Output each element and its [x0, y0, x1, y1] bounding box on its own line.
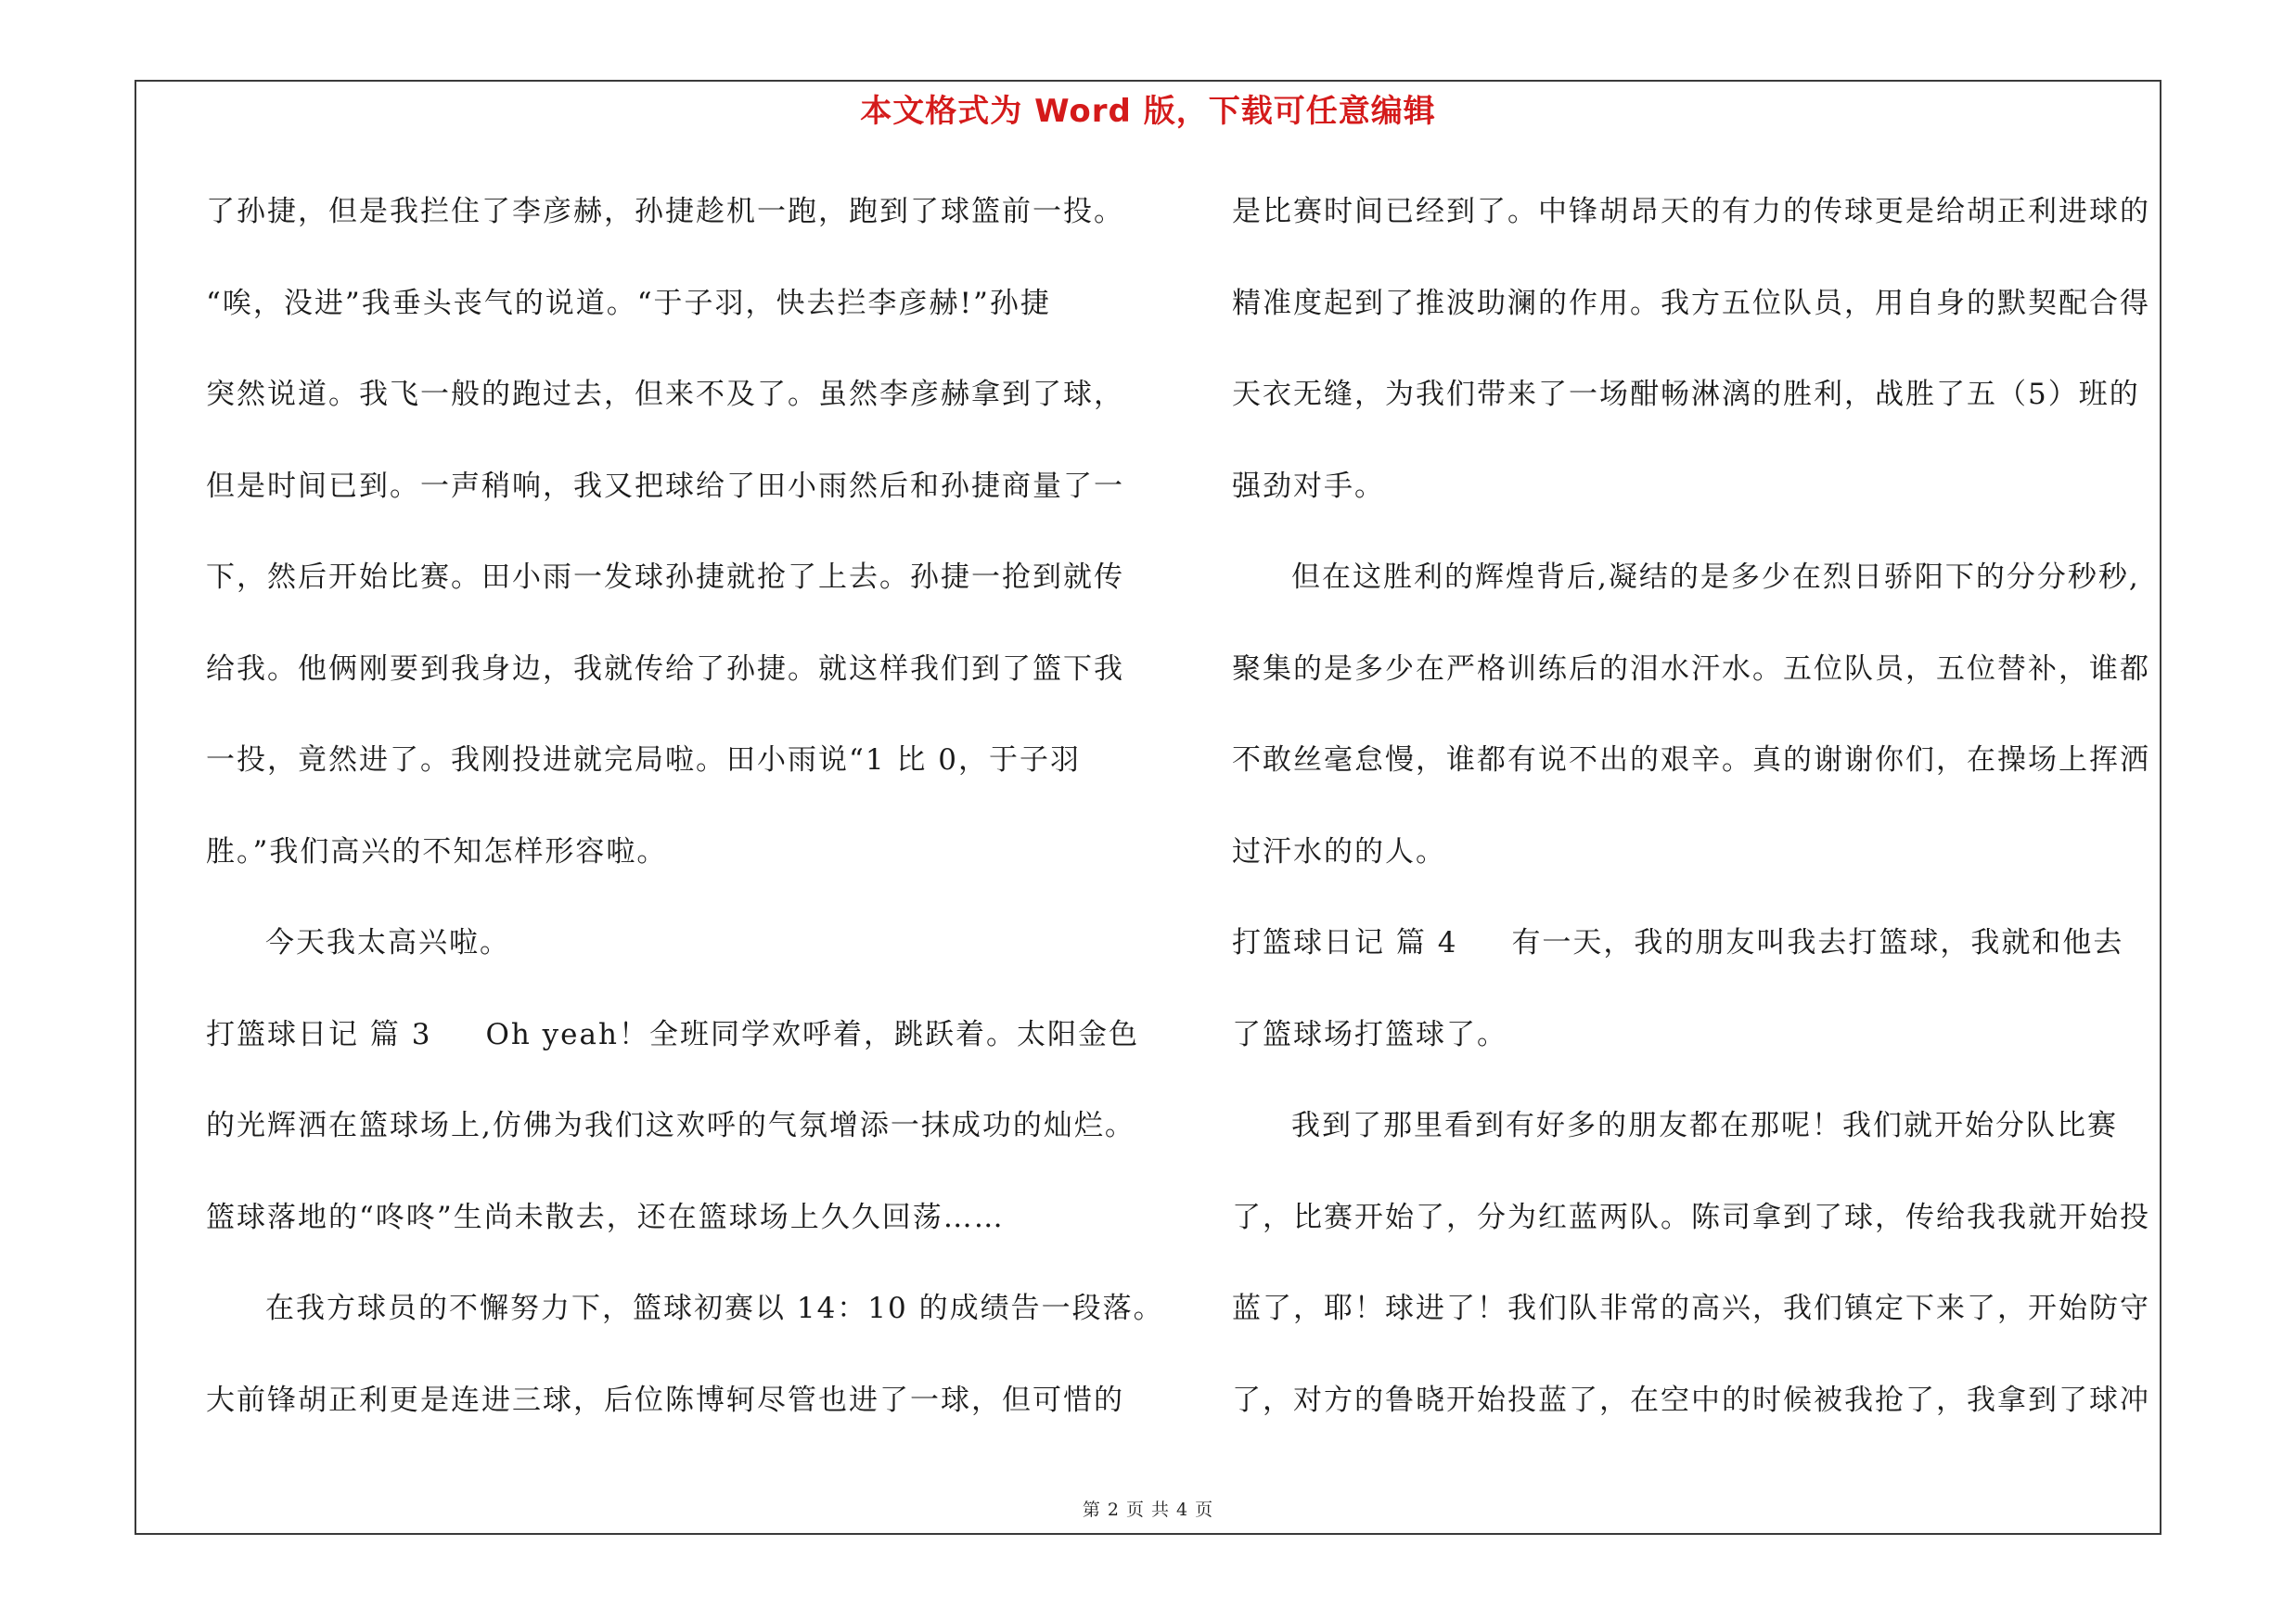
section-opening-text: Oh yeah！全班同学欢呼着，跳跃着。太阳金色: [485, 1017, 1139, 1051]
text-line: 篮球落地的“咚咚”生尚未散去，还在篮球场上久久回荡……: [206, 1200, 1005, 1234]
text-line: 不敢丝毫怠慢，谁都有说不出的艰辛。真的谢谢你们，在操场上挥洒: [1232, 743, 2150, 777]
text-line: 是比赛时间已经到了。中锋胡昂天的有力的传球更是给胡正利进球的: [1232, 195, 2150, 228]
text-line: 聚集的是多少在严格训练后的泪水汗水。五位队员，五位替补，谁都: [1232, 651, 2150, 686]
text-line: 突然说道。我飞一般的跑过去，但来不及了。虽然李彦赫拿到了球，: [206, 378, 1124, 411]
text-line: 强劲对手。: [1232, 469, 1385, 503]
text-line: 了，对方的鲁晓开始投蓝了，在空中的时候被我抢了，我拿到了球冲: [1232, 1383, 2150, 1417]
text-line: 天衣无缝，为我们带来了一场酣畅淋漓的胜利，战胜了五（5）班的: [1232, 378, 2140, 411]
text-line: “唉，没进”我垂头丧气的说道。“于子羽，快去拦李彦赫!”孙捷: [206, 286, 1051, 320]
text-line: 一投，竟然进了。我刚投进就完局啦。田小雨说“1 比 0，于子羽: [206, 743, 1081, 777]
text-line: 大前锋胡正利更是连进三球，后位陈博轲尽管也进了一球，但可惜的: [206, 1383, 1124, 1417]
text-line: 在我方球员的不懈努力下，篮球初赛以 14：10 的成绩告一段落。: [265, 1292, 1164, 1325]
page-number-footer: 第 2 页 共 4 页: [1082, 1500, 1214, 1520]
text-line: 今天我太高兴啦。: [265, 926, 510, 960]
header-banner: 本文格式为 Word 版，下载可任意编辑: [860, 93, 1436, 130]
text-line: 精准度起到了推波助澜的作用。我方五位队员，用自身的默契配合得: [1232, 286, 2150, 320]
text-line: 我到了那里看到有好多的朋友都在那呢！我们就开始分队比赛: [1291, 1109, 2118, 1142]
text-line: 但在这胜利的辉煌背后,凝结的是多少在烈日骄阳下的分分秒秒,: [1291, 560, 2140, 594]
text-line: 的光辉洒在篮球场上,仿佛为我们这欢呼的气氛增添一抹成功的灿烂。: [206, 1109, 1135, 1142]
text-line: 但是时间已到。一声稍响，我又把球给了田小雨然后和孙捷商量了一: [206, 469, 1124, 503]
text-line: 胜。”我们高兴的不知怎样形容啦。: [206, 834, 668, 869]
left-column: [206, 184, 1164, 1463]
section-heading-4: [1232, 915, 2169, 1007]
text-line: 了篮球场打篮球了。: [1232, 1017, 1507, 1051]
right-column: [1232, 184, 2169, 1463]
text-line: 下，然后开始比赛。田小雨一发球孙捷就抢了上去。孙捷一抢到就传: [206, 560, 1124, 594]
section-opening-text: 有一天，我的朋友叫我去打篮球，我就和他去: [1511, 926, 2124, 960]
text-line: 蓝了，耶！球进了！我们队非常的高兴，我们镇定下来了，开始防守: [1232, 1292, 2150, 1325]
section-title: 打篮球日记 篇 3: [206, 1017, 432, 1051]
text-line: 给我。他俩刚要到我身边，我就传给了孙捷。就这样我们到了篮下我: [206, 651, 1124, 686]
section-title: 打篮球日记 篇 4: [1232, 926, 1458, 960]
text-line: 过汗水的的人。: [1232, 834, 1446, 869]
section-heading-3: [206, 1007, 1139, 1099]
text-line: 了孙捷，但是我拦住了李彦赫，孙捷趁机一跑，跑到了球篮前一投。: [206, 195, 1124, 228]
text-line: 了，比赛开始了，分为红蓝两队。陈司拿到了球，传给我我就开始投: [1232, 1200, 2150, 1234]
